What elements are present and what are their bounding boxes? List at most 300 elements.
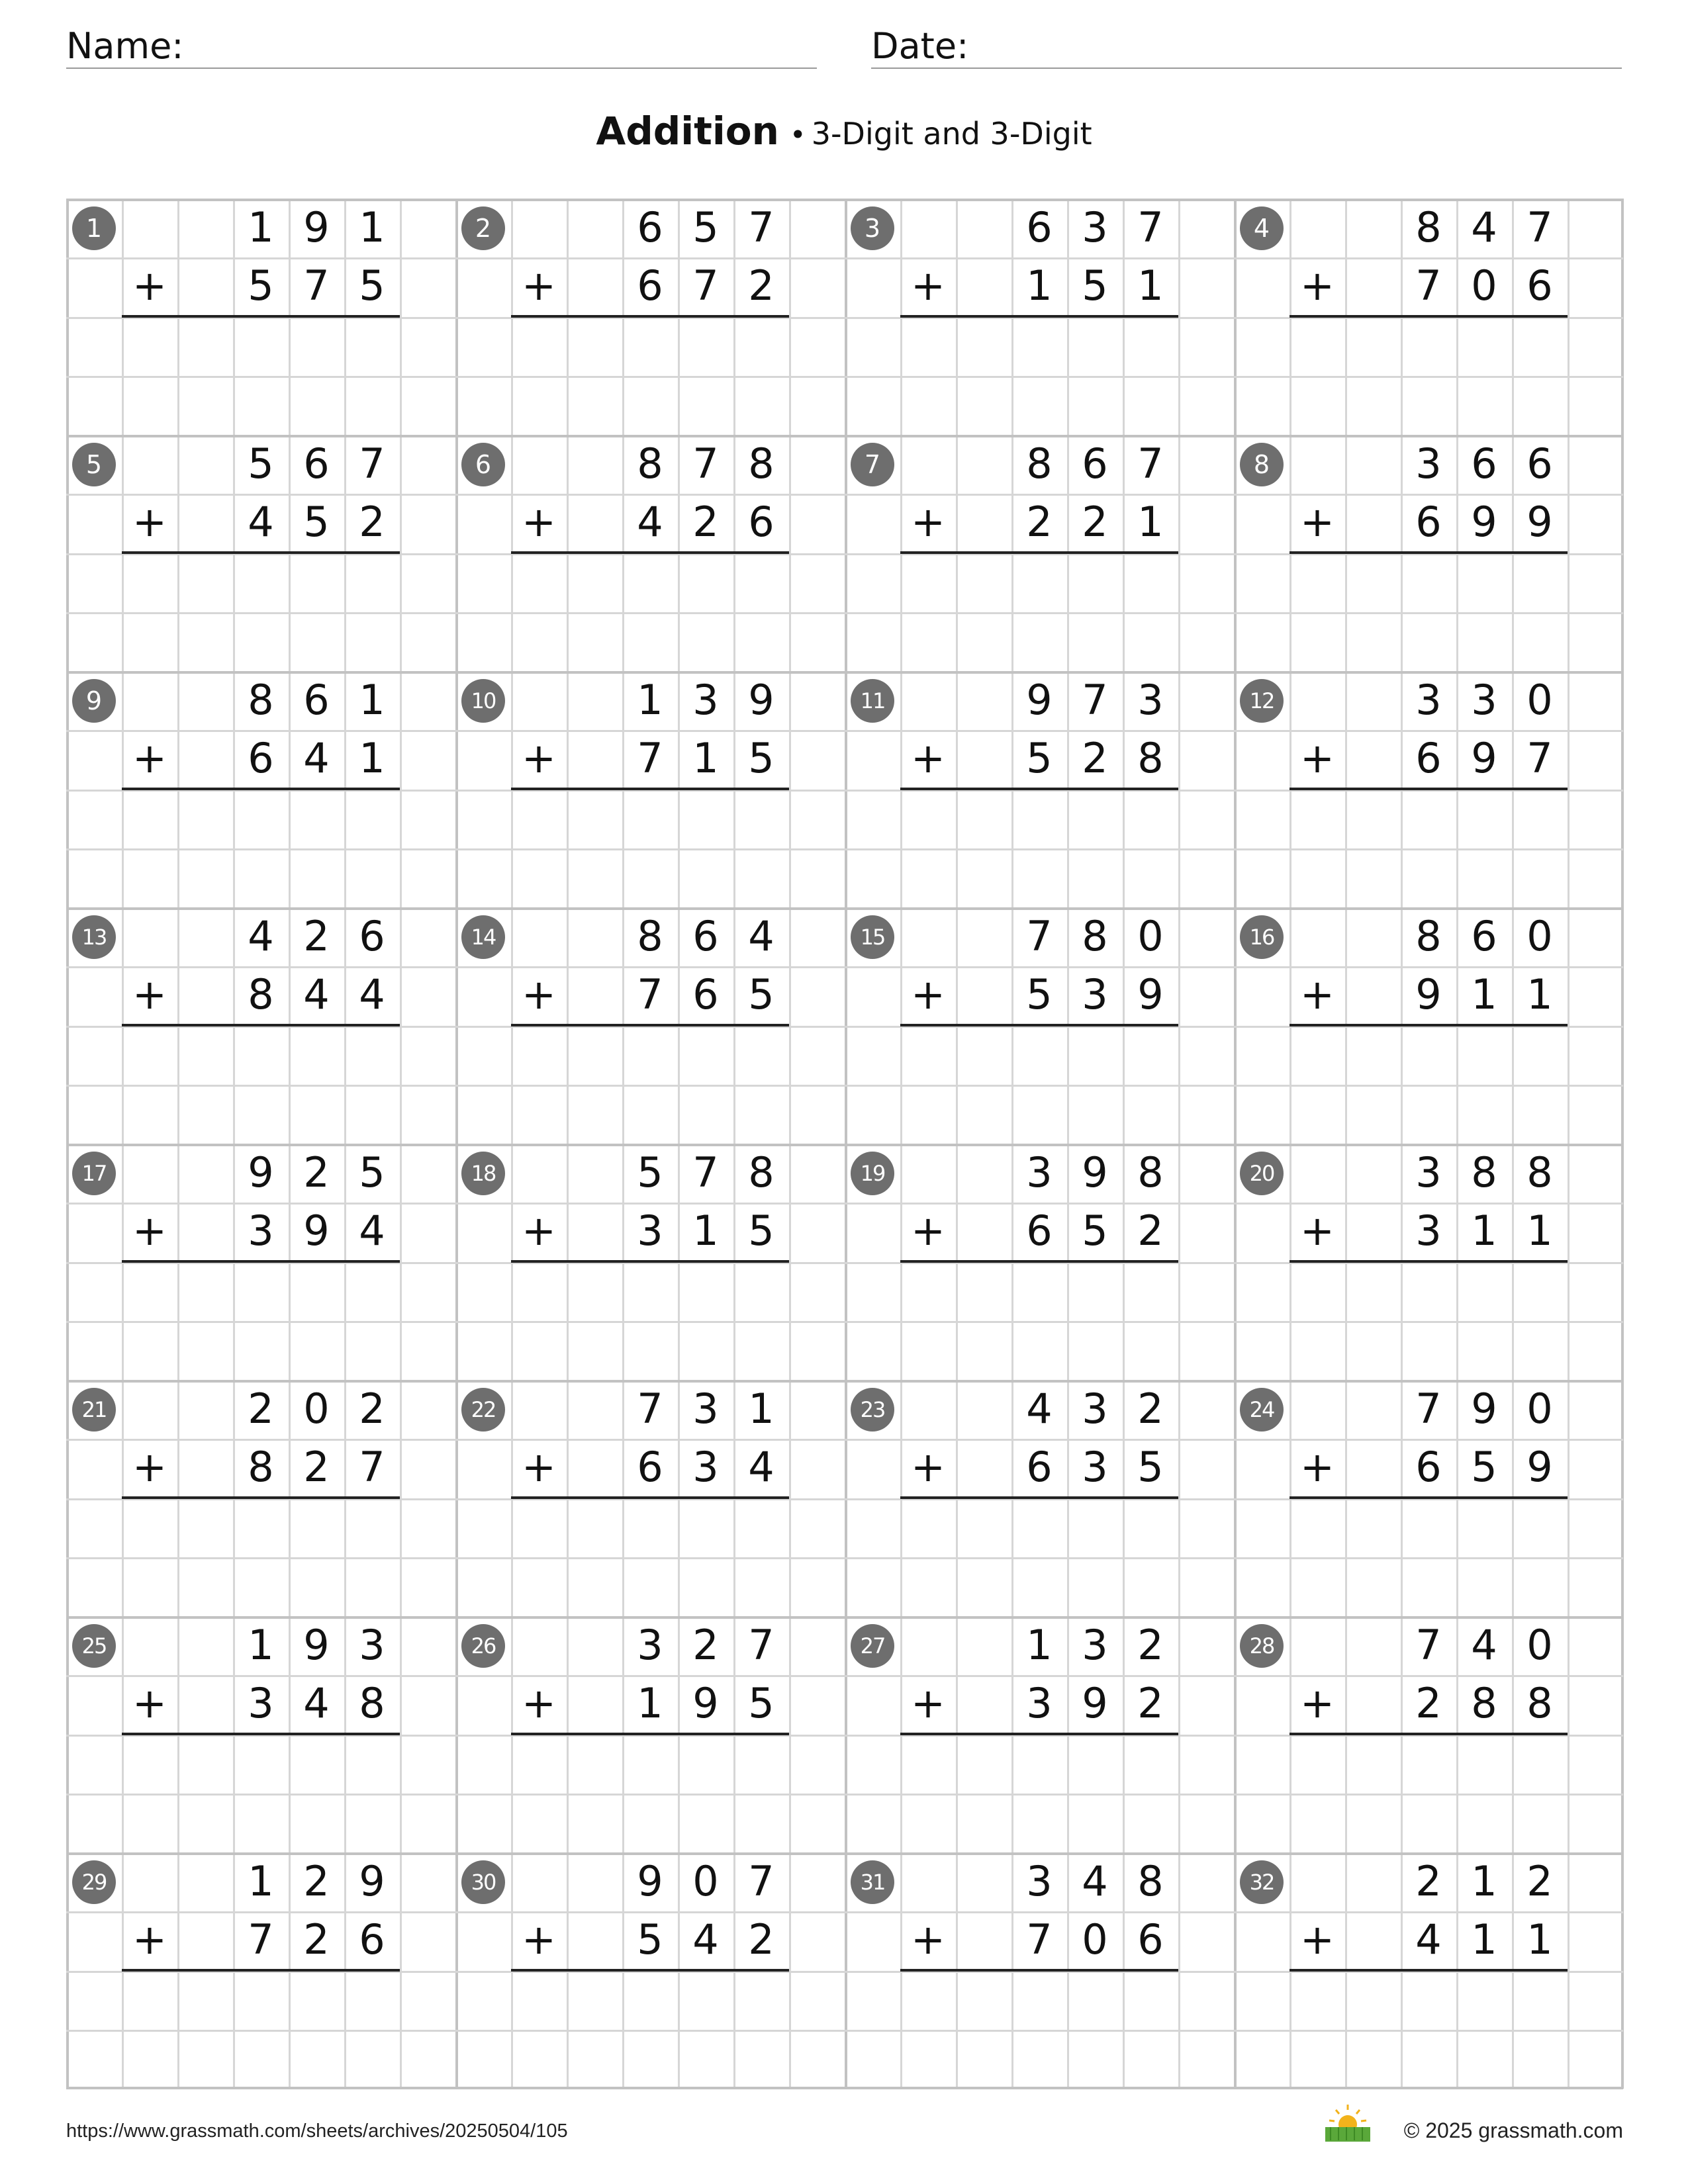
addend-bottom-digit: 9 [692,1679,719,1727]
addend-top-digit: 6 [637,203,663,251]
addend-bottom-digit: 9 [1471,734,1497,782]
plus-sign: + [911,970,945,1019]
addend-top-digit: 0 [1526,1621,1553,1669]
footer-url: https://www.grassmath.com/sheets/archives/20250504/105 [66,2120,568,2142]
addend-bottom-digit: 1 [692,1206,719,1255]
addend-bottom-digit: 6 [1415,1443,1442,1491]
sum-line [122,1260,400,1263]
sum-line [900,1733,1178,1735]
problem-number-badge: 25 [72,1624,116,1668]
problem-number-badge: 5 [72,443,116,486]
addend-top-digit: 9 [748,676,774,724]
plus-sign: + [1300,498,1335,546]
addend-top-digit: 5 [248,439,274,488]
problem-15 [845,907,1234,1144]
addend-bottom-digit: 0 [1082,1915,1108,1964]
addend-top-digit: 7 [748,1621,774,1669]
addend-top-digit: 9 [303,203,330,251]
plus-sign: + [911,1443,945,1491]
problem-1 [66,199,455,435]
sum-line [900,1024,1178,1026]
addend-bottom-digit: 2 [692,498,719,546]
problem-number-badge: 32 [1240,1860,1284,1904]
plus-sign: + [1300,1206,1335,1255]
addend-bottom-digit: 2 [303,1915,330,1964]
plus-sign: + [132,1679,167,1727]
addend-top-digit: 6 [1471,439,1497,488]
plus-sign: + [1300,1915,1335,1964]
plus-sign: + [522,498,556,546]
addend-top-digit: 9 [1082,1148,1108,1197]
plus-sign: + [132,261,167,310]
addend-bottom-digit: 9 [1415,970,1442,1019]
sum-line [122,1496,400,1499]
addend-top-digit: 9 [303,1621,330,1669]
addend-bottom-digit: 5 [748,1679,774,1727]
sum-line [511,1969,789,1972]
problem-21 [66,1380,455,1616]
problem-number-badge: 7 [851,443,894,486]
addend-bottom-digit: 4 [248,498,274,546]
addend-top-digit: 1 [1026,1621,1053,1669]
problem-29 [66,1852,455,2089]
addend-top-digit: 0 [1526,676,1553,724]
title-main: Addition [596,109,779,154]
problem-16 [1234,907,1623,1144]
sum-line [1289,1733,1568,1735]
addend-bottom-digit: 2 [1137,1206,1164,1255]
problem-number-badge: 15 [851,915,894,959]
plus-sign: + [522,970,556,1019]
problem-5 [66,435,455,671]
addend-top-digit: 2 [1137,1621,1164,1669]
addend-top-digit: 5 [637,1148,663,1197]
sum-line [1289,1969,1568,1972]
problem-13 [66,907,455,1144]
addend-top-digit: 2 [1526,1857,1553,1905]
addend-bottom-digit: 6 [1415,498,1442,546]
sum-line [900,1260,1178,1263]
sum-line [900,315,1178,318]
addend-top-digit: 3 [1415,1148,1442,1197]
addend-top-digit: 3 [637,1621,663,1669]
addend-top-digit: 2 [248,1385,274,1433]
addend-top-digit: 3 [1471,676,1497,724]
worksheet-title [0,105,1688,167]
problem-number-badge: 30 [461,1860,505,1904]
addend-top-digit: 0 [303,1385,330,1433]
addend-bottom-digit: 4 [303,1679,330,1727]
plus-sign: + [911,1679,945,1727]
plus-sign: + [522,1443,556,1491]
addend-bottom-digit: 2 [1082,734,1108,782]
title-subtitle: 3-Digit and 3-Digit [811,116,1092,152]
problem-number-badge: 12 [1240,679,1284,723]
addend-top-digit: 6 [359,912,385,960]
addend-bottom-digit: 3 [692,1443,719,1491]
addend-bottom-digit: 6 [359,1915,385,1964]
addend-bottom-digit: 3 [1026,1679,1053,1727]
addend-bottom-digit: 2 [1137,1679,1164,1727]
plus-sign: + [911,498,945,546]
addend-bottom-digit: 7 [637,734,663,782]
addend-top-digit: 4 [1026,1385,1053,1433]
addend-top-digit: 7 [637,1385,663,1433]
addend-bottom-digit: 6 [1026,1443,1053,1491]
problem-number-badge: 1 [72,206,116,250]
problem-number-badge: 18 [461,1152,505,1195]
addend-top-digit: 3 [1026,1148,1053,1197]
addend-top-digit: 3 [692,676,719,724]
problem-7 [845,435,1234,671]
problem-number-badge: 28 [1240,1624,1284,1668]
problem-31 [845,1852,1234,2089]
addend-bottom-digit: 2 [748,261,774,310]
sum-line [1289,551,1568,554]
addend-top-digit: 8 [1415,203,1442,251]
addend-top-digit: 8 [1137,1148,1164,1197]
plus-sign: + [1300,970,1335,1019]
addend-bottom-digit: 6 [1137,1915,1164,1964]
addend-top-digit: 2 [303,1857,330,1905]
problem-6 [455,435,845,671]
addend-bottom-digit: 1 [1026,261,1053,310]
problem-22 [455,1380,845,1616]
plus-sign: + [132,1206,167,1255]
problem-number-badge: 3 [851,206,894,250]
addend-bottom-digit: 3 [1415,1206,1442,1255]
addend-bottom-digit: 0 [1471,261,1497,310]
addend-bottom-digit: 4 [692,1915,719,1964]
addend-bottom-digit: 8 [1137,734,1164,782]
addend-bottom-digit: 7 [359,1443,385,1491]
addend-top-digit: 5 [359,1148,385,1197]
addend-top-digit: 6 [1526,439,1553,488]
addend-top-digit: 9 [637,1857,663,1905]
addend-top-digit: 7 [1415,1385,1442,1433]
problem-30 [455,1852,845,2089]
addend-bottom-digit: 8 [248,1443,274,1491]
addend-bottom-digit: 6 [748,498,774,546]
sum-line [122,1024,400,1026]
sum-line [511,315,789,318]
addend-top-digit: 6 [692,912,719,960]
problem-25 [66,1616,455,1852]
sum-line [511,1260,789,1263]
problem-14 [455,907,845,1144]
plus-sign: + [911,734,945,782]
sum-line [511,1024,789,1026]
addend-top-digit: 6 [1471,912,1497,960]
addend-bottom-digit: 3 [248,1206,274,1255]
addend-bottom-digit: 8 [1526,1679,1553,1727]
addend-bottom-digit: 1 [359,734,385,782]
addend-bottom-digit: 1 [1526,1915,1553,1964]
plus-sign: + [132,734,167,782]
addend-top-digit: 4 [1082,1857,1108,1905]
addend-bottom-digit: 6 [248,734,274,782]
addend-bottom-digit: 5 [1137,1443,1164,1491]
addend-bottom-digit: 5 [248,261,274,310]
addend-top-digit: 3 [1082,1385,1108,1433]
sum-line [511,551,789,554]
addend-top-digit: 8 [1526,1148,1553,1197]
addend-bottom-digit: 2 [303,1443,330,1491]
addend-top-digit: 0 [1137,912,1164,960]
addend-bottom-digit: 9 [1137,970,1164,1019]
addend-bottom-digit: 4 [303,970,330,1019]
addend-bottom-digit: 1 [1526,1206,1553,1255]
name-field [66,24,817,69]
addend-top-digit: 2 [1137,1385,1164,1433]
addend-bottom-digit: 2 [748,1915,774,1964]
addend-top-digit: 3 [1415,676,1442,724]
addend-top-digit: 7 [1526,203,1553,251]
problem-4 [1234,199,1623,435]
plus-sign: + [522,1679,556,1727]
problem-number-badge: 16 [1240,915,1284,959]
addend-bottom-digit: 6 [1526,261,1553,310]
addend-bottom-digit: 7 [637,970,663,1019]
plus-sign: + [1300,1679,1335,1727]
problem-26 [455,1616,845,1852]
addend-top-digit: 7 [1137,439,1164,488]
problem-number-badge: 9 [72,679,116,723]
addend-top-digit: 6 [303,676,330,724]
problem-20 [1234,1144,1623,1380]
addend-top-digit: 2 [692,1621,719,1669]
problem-32 [1234,1852,1623,2089]
addend-bottom-digit: 5 [748,1206,774,1255]
addend-bottom-digit: 1 [1471,1915,1497,1964]
addend-top-digit: 8 [637,439,663,488]
addend-bottom-digit: 9 [1082,1679,1108,1727]
addend-bottom-digit: 7 [248,1915,274,1964]
addend-top-digit: 8 [748,439,774,488]
addend-top-digit: 4 [748,912,774,960]
sum-line [1289,1496,1568,1499]
problem-17 [66,1144,455,1380]
addend-bottom-digit: 5 [1471,1443,1497,1491]
addend-top-digit: 7 [1137,203,1164,251]
addend-top-digit: 2 [303,1148,330,1197]
addend-bottom-digit: 1 [1471,970,1497,1019]
problem-11 [845,671,1234,907]
problem-number-badge: 21 [72,1388,116,1432]
addend-top-digit: 4 [1471,1621,1497,1669]
addend-top-digit: 6 [303,439,330,488]
addend-top-digit: 8 [248,676,274,724]
addend-top-digit: 2 [303,912,330,960]
addend-top-digit: 8 [1082,912,1108,960]
problem-number-badge: 2 [461,206,505,250]
addend-top-digit: 1 [248,1621,274,1669]
plus-sign: + [522,1206,556,1255]
sum-line [1289,315,1568,318]
problem-grid [66,199,1623,2089]
problem-2 [455,199,845,435]
addend-top-digit: 3 [692,1385,719,1433]
problem-23 [845,1380,1234,1616]
problem-number-badge: 20 [1240,1152,1284,1195]
sum-line [122,788,400,790]
addend-top-digit: 1 [1471,1857,1497,1905]
addend-bottom-digit: 7 [1415,261,1442,310]
addend-top-digit: 7 [748,203,774,251]
sum-line [900,1969,1178,1972]
addend-top-digit: 8 [1137,1857,1164,1905]
problem-number-badge: 23 [851,1388,894,1432]
addend-top-digit: 9 [1471,1385,1497,1433]
title-bullet: • [789,118,806,151]
addend-bottom-digit: 9 [303,1206,330,1255]
plus-sign: + [132,1915,167,1964]
sum-line [511,1733,789,1735]
addend-top-digit: 9 [359,1857,385,1905]
addend-bottom-digit: 5 [303,498,330,546]
addend-top-digit: 8 [1415,912,1442,960]
problem-number-badge: 27 [851,1624,894,1668]
addend-bottom-digit: 6 [1415,734,1442,782]
problem-24 [1234,1380,1623,1616]
problem-19 [845,1144,1234,1380]
addend-top-digit: 6 [1082,439,1108,488]
plus-sign: + [132,498,167,546]
sum-line [900,788,1178,790]
addend-bottom-digit: 5 [1026,970,1053,1019]
problem-number-badge: 6 [461,443,505,486]
addend-top-digit: 8 [748,1148,774,1197]
addend-top-digit: 8 [637,912,663,960]
addend-top-digit: 1 [359,676,385,724]
addend-bottom-digit: 7 [1526,734,1553,782]
addend-bottom-digit: 5 [748,970,774,1019]
problem-number-badge: 19 [851,1152,894,1195]
problem-number-badge: 14 [461,915,505,959]
addend-bottom-digit: 8 [359,1679,385,1727]
problem-8 [1234,435,1623,671]
problem-number-badge: 13 [72,915,116,959]
date-field [871,24,1622,69]
addend-top-digit: 0 [1526,912,1553,960]
addend-top-digit: 3 [1026,1857,1053,1905]
addend-bottom-digit: 7 [303,261,330,310]
addend-top-digit: 7 [692,439,719,488]
addend-bottom-digit: 1 [1471,1206,1497,1255]
addend-bottom-digit: 1 [692,734,719,782]
addend-top-digit: 0 [692,1857,719,1905]
addend-bottom-digit: 5 [1026,734,1053,782]
problem-12 [1234,671,1623,907]
addend-bottom-digit: 5 [637,1915,663,1964]
addend-top-digit: 4 [248,912,274,960]
plus-sign: + [911,261,945,310]
addend-top-digit: 7 [1026,912,1053,960]
plus-sign: + [522,734,556,782]
problem-number-badge: 31 [851,1860,894,1904]
addend-bottom-digit: 6 [1026,1206,1053,1255]
addend-bottom-digit: 8 [248,970,274,1019]
addend-bottom-digit: 2 [1026,498,1053,546]
addend-bottom-digit: 7 [1026,1915,1053,1964]
addend-bottom-digit: 4 [359,1206,385,1255]
addend-bottom-digit: 3 [1082,1443,1108,1491]
addend-top-digit: 8 [1471,1148,1497,1197]
addend-bottom-digit: 4 [637,498,663,546]
addend-top-digit: 1 [248,1857,274,1905]
problem-number-badge: 24 [1240,1388,1284,1432]
addend-bottom-digit: 5 [359,261,385,310]
addend-top-digit: 3 [1137,676,1164,724]
addend-bottom-digit: 5 [748,734,774,782]
sum-line [122,1969,400,1972]
sum-line [1289,788,1568,790]
sum-line [122,1733,400,1735]
addend-bottom-digit: 2 [1415,1679,1442,1727]
addend-top-digit: 7 [1082,676,1108,724]
plus-sign: + [132,1443,167,1491]
footer-copyright: © 2025 grassmath.com [1403,2118,1623,2142]
addend-top-digit: 7 [359,439,385,488]
sum-line [1289,1260,1568,1263]
addend-bottom-digit: 9 [1471,498,1497,546]
problem-number-badge: 11 [851,679,894,723]
addend-bottom-digit: 9 [1526,498,1553,546]
addend-top-digit: 3 [1415,439,1442,488]
addend-bottom-digit: 9 [1526,1443,1553,1491]
addend-bottom-digit: 4 [748,1443,774,1491]
problem-number-badge: 26 [461,1624,505,1668]
addend-top-digit: 3 [359,1621,385,1669]
sum-line [122,551,400,554]
addend-bottom-digit: 5 [1082,261,1108,310]
problem-number-badge: 8 [1240,443,1284,486]
problem-28 [1234,1616,1623,1852]
problem-3 [845,199,1234,435]
sum-line [511,788,789,790]
addend-bottom-digit: 4 [359,970,385,1019]
addend-top-digit: 0 [1526,1385,1553,1433]
problem-number-badge: 22 [461,1388,505,1432]
addend-bottom-digit: 1 [1137,261,1164,310]
addend-bottom-digit: 3 [637,1206,663,1255]
sum-line [122,315,400,318]
addend-bottom-digit: 3 [1082,970,1108,1019]
addend-bottom-digit: 1 [1526,970,1553,1019]
addend-top-digit: 7 [692,1148,719,1197]
sum-line [900,1496,1178,1499]
addend-top-digit: 5 [692,203,719,251]
addend-top-digit: 1 [248,203,274,251]
sum-line [511,1496,789,1499]
sum-line [900,551,1178,554]
plus-sign: + [1300,734,1335,782]
problem-10 [455,671,845,907]
plus-sign: + [1300,1443,1335,1491]
plus-sign: + [911,1206,945,1255]
addend-bottom-digit: 4 [303,734,330,782]
name-label: Name: [66,25,184,67]
addend-top-digit: 4 [1471,203,1497,251]
sum-line [1289,1024,1568,1026]
plus-sign: + [911,1915,945,1964]
addend-bottom-digit: 6 [637,1443,663,1491]
addend-top-digit: 3 [1082,1621,1108,1669]
addend-bottom-digit: 6 [637,261,663,310]
addend-bottom-digit: 2 [1082,498,1108,546]
plus-sign: + [1300,261,1335,310]
addend-bottom-digit: 2 [359,498,385,546]
